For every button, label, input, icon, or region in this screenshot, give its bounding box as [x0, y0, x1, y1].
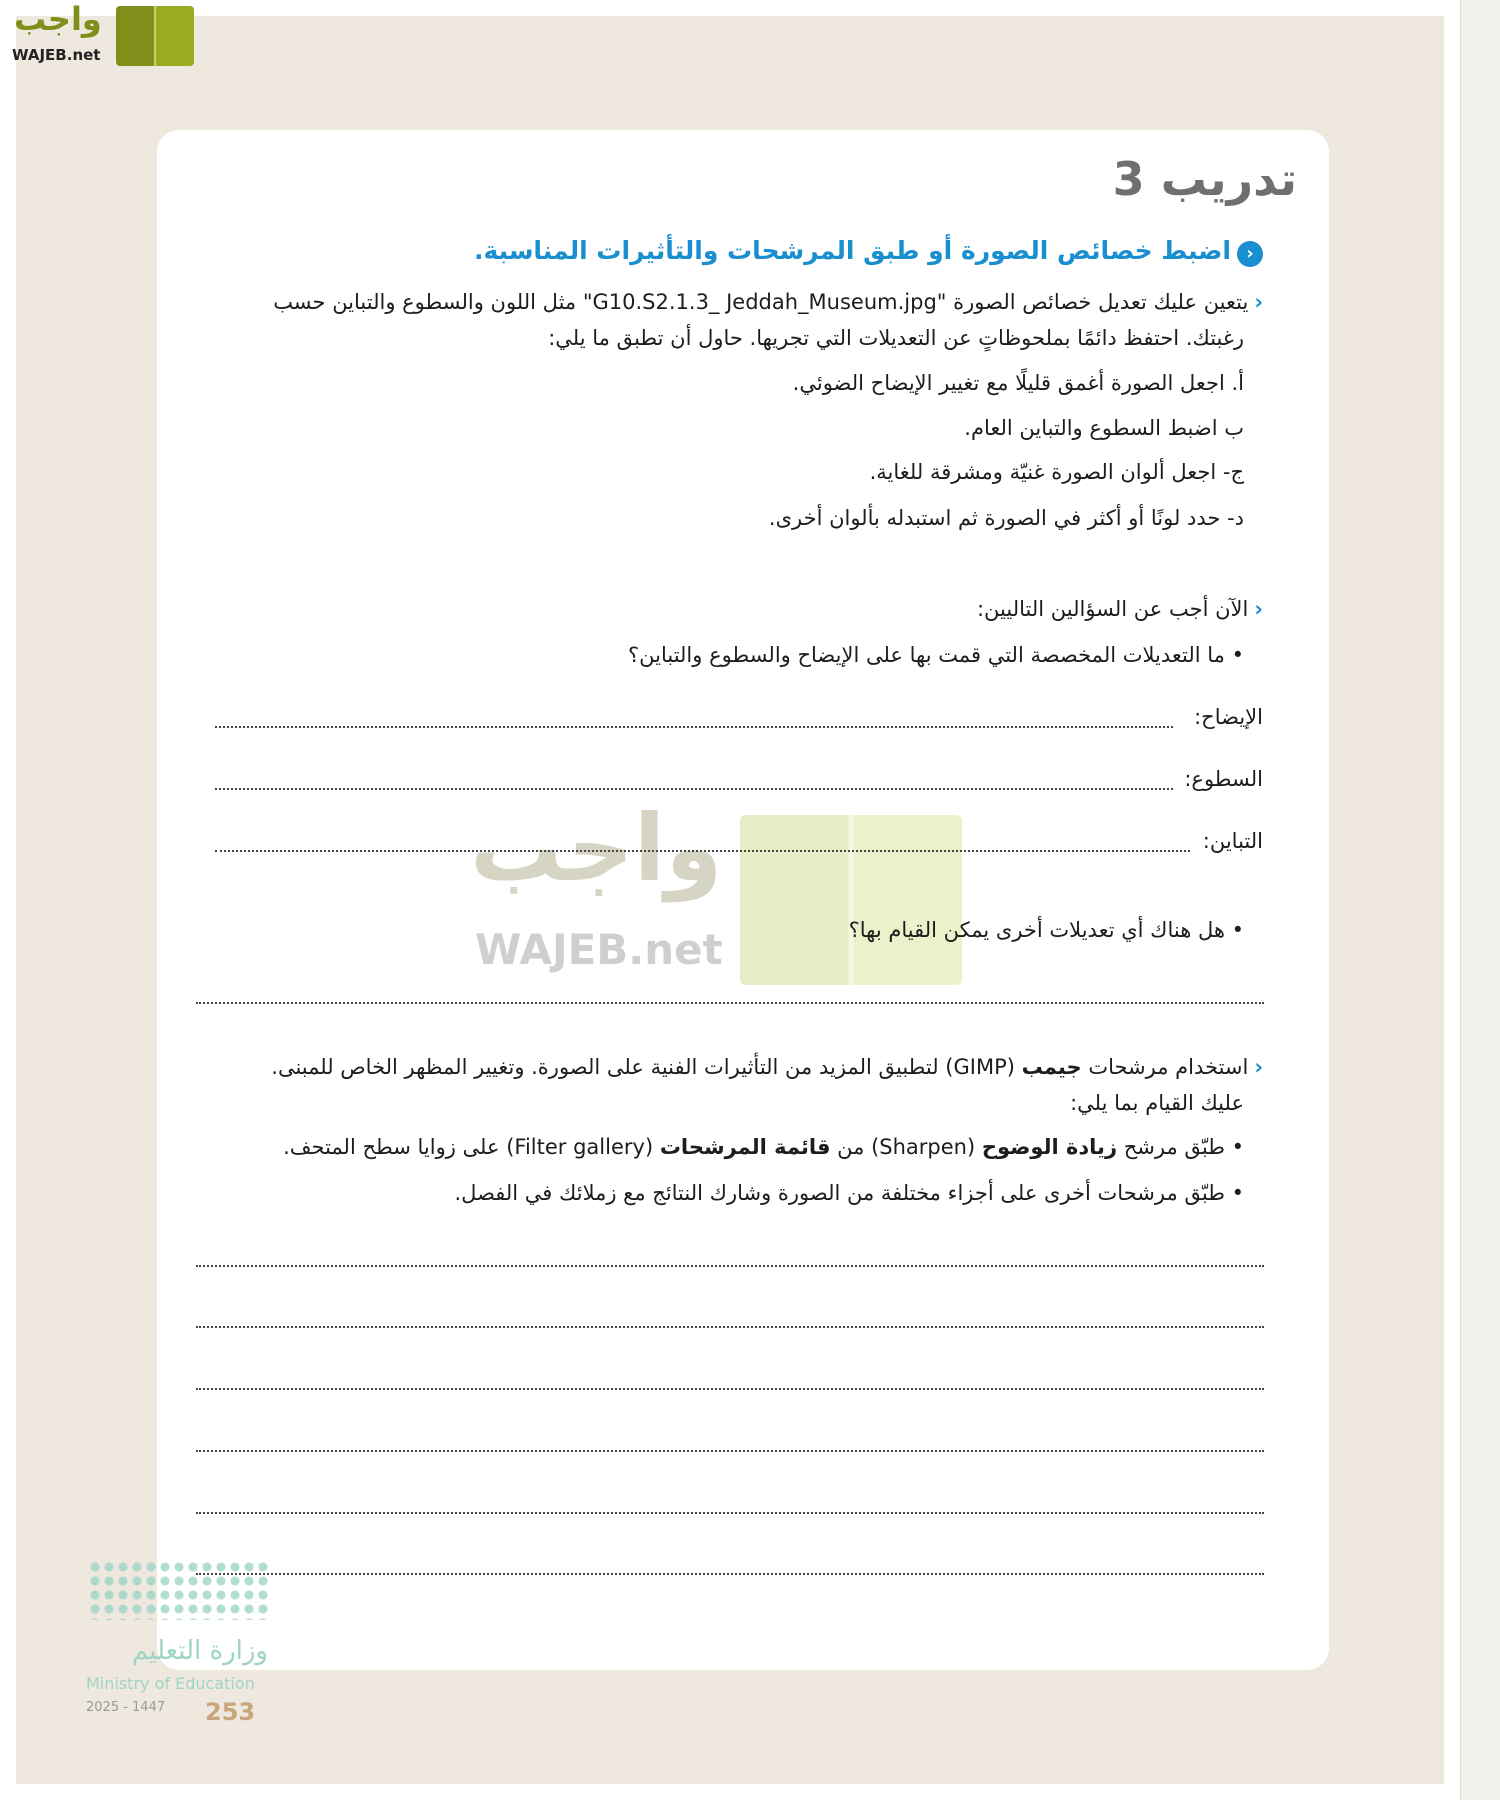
gimp-bullet-2: • طبّق مرشحات أخرى على أجزاء مختلفة من الصورة وشارك النتائج مع زملائك في الفصل.	[454, 1181, 1244, 1205]
chevron-icon: ‹	[1254, 290, 1263, 314]
bullet-text: (Filter gallery) على زوايا سطح المتحف.	[283, 1135, 660, 1159]
questions-intro	[977, 597, 1263, 621]
bullet-text: طبّق مرشحات أخرى على أجزاء مختلفة من الصورة وشارك النتائج مع زملائك في الفصل.	[454, 1181, 1225, 1205]
heading-text: اضبط خصائص الصورة أو طبق المرشحات والتأثيرات المناسبة.	[473, 236, 1231, 265]
step-d: د- حدد لونًا أو أكثر في الصورة ثم استبدله بألوان أخرى.	[768, 506, 1244, 530]
gimp-bold: جيمب	[1021, 1055, 1082, 1079]
label-exposure: الإيضاح:	[1194, 705, 1263, 729]
answer-line[interactable]	[196, 1388, 1264, 1390]
answer-contrast-line[interactable]	[215, 850, 1190, 852]
gimp-bullet-1: • طبّق مرشح زيادة الوضوح (Sharpen) من قائمة المرشحات (Filter gallery) على زوايا سطح المتحف.	[283, 1135, 1244, 1159]
bullet-bold: قائمة المرشحات	[659, 1135, 831, 1159]
step-a: أ. اجعل الصورة أغمق قليلًا مع تغيير الإيضاح الضوئي.	[792, 371, 1244, 395]
label-brightness: السطوع:	[1184, 767, 1263, 791]
intro-line-2: رغبتك. احتفظ دائمًا بملحوظاتٍ عن التعديلات التي تجريها. حاول أن تطبق ما يلي:	[548, 326, 1244, 350]
watermark-book-icon	[740, 815, 962, 985]
logo-text-ar: واجب	[14, 0, 102, 38]
question-1-text: ما التعديلات المخصصة التي قمت بها على الإيضاح والسطوع والتباين؟	[627, 643, 1225, 667]
gimp-paragraph-1	[271, 1055, 1263, 1079]
label-contrast: التباين:	[1202, 829, 1263, 853]
answer-line[interactable]	[196, 1573, 1264, 1575]
answer-line[interactable]	[196, 1265, 1264, 1267]
answer-exposure-line[interactable]	[215, 726, 1173, 728]
ministry-name-ar: وزارة التعليم	[131, 1636, 268, 1666]
watermark	[470, 795, 965, 985]
section-heading	[474, 236, 1263, 267]
question-2-text: هل هناك أي تعديلات أخرى يمكن القيام بها؟	[848, 918, 1225, 942]
gimp-paragraph-2: عليك القيام بما يلي:	[1070, 1091, 1244, 1115]
bullet-text: (Sharpen) من	[830, 1135, 982, 1159]
question-2: • هل هناك أي تعديلات أخرى يمكن القيام بها؟	[848, 918, 1244, 942]
logo-text-en: WAJEB.net	[12, 46, 101, 64]
watermark-text-en: WAJEB.net	[475, 925, 723, 974]
chevron-icon: ‹	[1254, 597, 1263, 621]
question-1: • ما التعديلات المخصصة التي قمت بها على الإيضاح والسطوع والتباين؟	[627, 643, 1244, 667]
intro-line-1	[273, 290, 1263, 314]
watermark-text-ar: واجب	[470, 795, 723, 902]
step-c: ج- اجعل ألوان الصورة غنيّة ومشرقة للغاية.	[869, 460, 1244, 484]
answer-brightness-line[interactable]	[215, 788, 1173, 790]
book-icon	[116, 6, 194, 66]
bullet-bold: زيادة الوضوح	[981, 1135, 1118, 1159]
chevron-circle-icon: ‹	[1237, 241, 1263, 267]
answer-line[interactable]	[196, 1002, 1264, 1004]
answer-line[interactable]	[196, 1326, 1264, 1328]
intro-text: يتعين عليك تعديل خصائص الصورة "G10.S2.1.3_ Jeddah_Museum.jpg" مثل اللون والسطوع والتباين حسب	[273, 290, 1249, 314]
gimp-text: استخدام مرشحات	[1081, 1055, 1249, 1079]
wajeb-logo	[8, 0, 193, 68]
step-b: ب اضبط السطوع والتباين العام.	[964, 416, 1244, 440]
answer-line[interactable]	[196, 1450, 1264, 1452]
year: 2025 - 1447	[86, 1700, 166, 1715]
page-edge	[1460, 0, 1500, 1800]
answer-line[interactable]	[196, 1512, 1264, 1514]
chevron-icon: ‹	[1254, 1055, 1263, 1079]
gimp-text: (GIMP) لتطبيق المزيد من التأثيرات الفنية على الصورة. وتغيير المظهر الخاص للمبنى.	[271, 1055, 1022, 1079]
dots-emblem-icon	[88, 1560, 268, 1620]
questions-intro-text: الآن أجب عن السؤالين التاليين:	[976, 597, 1249, 621]
exercise-title: تدريب 3	[1112, 152, 1297, 206]
ministry-name-en: Ministry of Education	[86, 1674, 255, 1693]
bullet-text: طبّق مرشح	[1117, 1135, 1225, 1159]
page-number: 253	[205, 1698, 256, 1726]
